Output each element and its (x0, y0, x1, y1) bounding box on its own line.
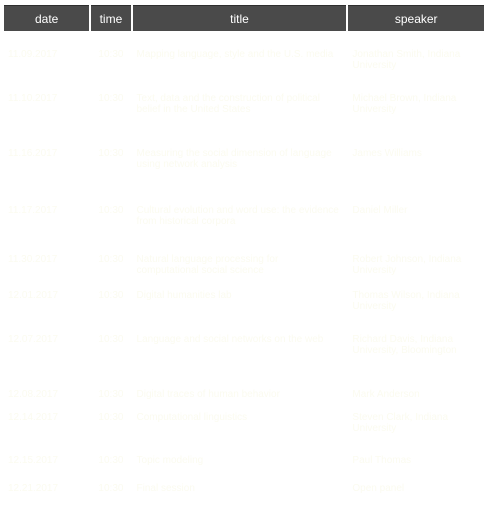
title-cell: Cultural evolution and word use: the evidence from historical corpora (136, 205, 339, 227)
speaker-cell: Robert Johnson, Indiana University (352, 254, 462, 276)
table-row (4, 287, 484, 328)
date-cell: 11.10.2017 (8, 93, 58, 104)
title-cell: Mapping language, style and the U.S. media (136, 49, 334, 60)
time-cell: 10:30 (98, 483, 124, 494)
time-cell: 10:30 (98, 93, 124, 104)
title-cell: Topic modeling (136, 455, 204, 466)
title-cell: Measuring the social dimension of language using network analysis (136, 148, 332, 170)
title-cell: Digital traces of human behavior (136, 389, 280, 400)
table-row (4, 328, 484, 384)
speaker-cell: Steven Clark, Indiana University (352, 412, 449, 434)
date-cell: 12.15.2017 (8, 455, 59, 466)
schedule-table (2, 5, 486, 499)
date-cell: 12.01.2017 (8, 290, 59, 301)
speaker-cell: Michael Brown, Indiana University (352, 93, 457, 115)
table-row (4, 451, 484, 479)
table-row (4, 142, 484, 199)
table-row (4, 250, 484, 287)
time-cell: 10:30 (98, 49, 124, 60)
title-cell: Natural language processing for computational social science (136, 254, 279, 276)
time-cell: 10:30 (98, 412, 124, 423)
header-row (4, 5, 484, 31)
speaker-cell: Jonathan Smith, Indiana University (352, 49, 461, 71)
speaker-cell: Paul Thomas (352, 455, 412, 466)
table-row (4, 85, 484, 142)
table-row (4, 384, 484, 410)
title-cell: Language and social networks on the web (136, 334, 324, 345)
time-cell: 10:30 (98, 148, 124, 159)
time-cell: 10:30 (98, 205, 124, 216)
header-speaker[interactable]: speaker (348, 5, 484, 31)
date-cell: 12.14.2017 (8, 412, 59, 423)
date-cell: 11.17.2017 (8, 205, 58, 216)
title-cell: Text, data and the construction of political belief in the United States (136, 93, 320, 115)
date-cell: 11.09.2017 (8, 49, 58, 60)
header-title[interactable]: title (133, 5, 347, 31)
speaker-cell: Richard Davis, Indiana University, Bloomington (352, 334, 457, 356)
time-cell: 10:30 (98, 334, 124, 345)
table-row (4, 479, 484, 499)
time-cell: 10:30 (98, 290, 124, 301)
table-row (4, 410, 484, 451)
date-cell: 11.30.2017 (8, 254, 58, 265)
title-cell: Final session (136, 483, 195, 494)
table-row (4, 31, 484, 85)
speaker-cell: Thomas Wilson, Indiana University (352, 290, 460, 312)
time-cell: 10:30 (98, 455, 124, 466)
speaker-cell: Daniel Miller (352, 205, 408, 216)
header-time[interactable]: time (91, 5, 130, 31)
speaker-cell: Open panel (352, 483, 405, 494)
time-cell: 10:30 (98, 389, 124, 400)
time-cell: 10:30 (98, 254, 124, 265)
date-cell: 12.08.2017 (8, 389, 59, 400)
title-cell: Digital humanities lab (136, 290, 232, 301)
table-row (4, 199, 484, 250)
title-cell: Computational linguistics (136, 412, 248, 423)
date-cell: 11.16.2017 (8, 148, 58, 159)
header-date[interactable]: date (4, 5, 89, 31)
date-cell: 12.21.2017 (8, 483, 59, 494)
speaker-cell: James Williams (352, 148, 422, 159)
speaker-cell: Mark Anderson (352, 389, 420, 400)
date-cell: 12.07.2017 (8, 334, 59, 345)
